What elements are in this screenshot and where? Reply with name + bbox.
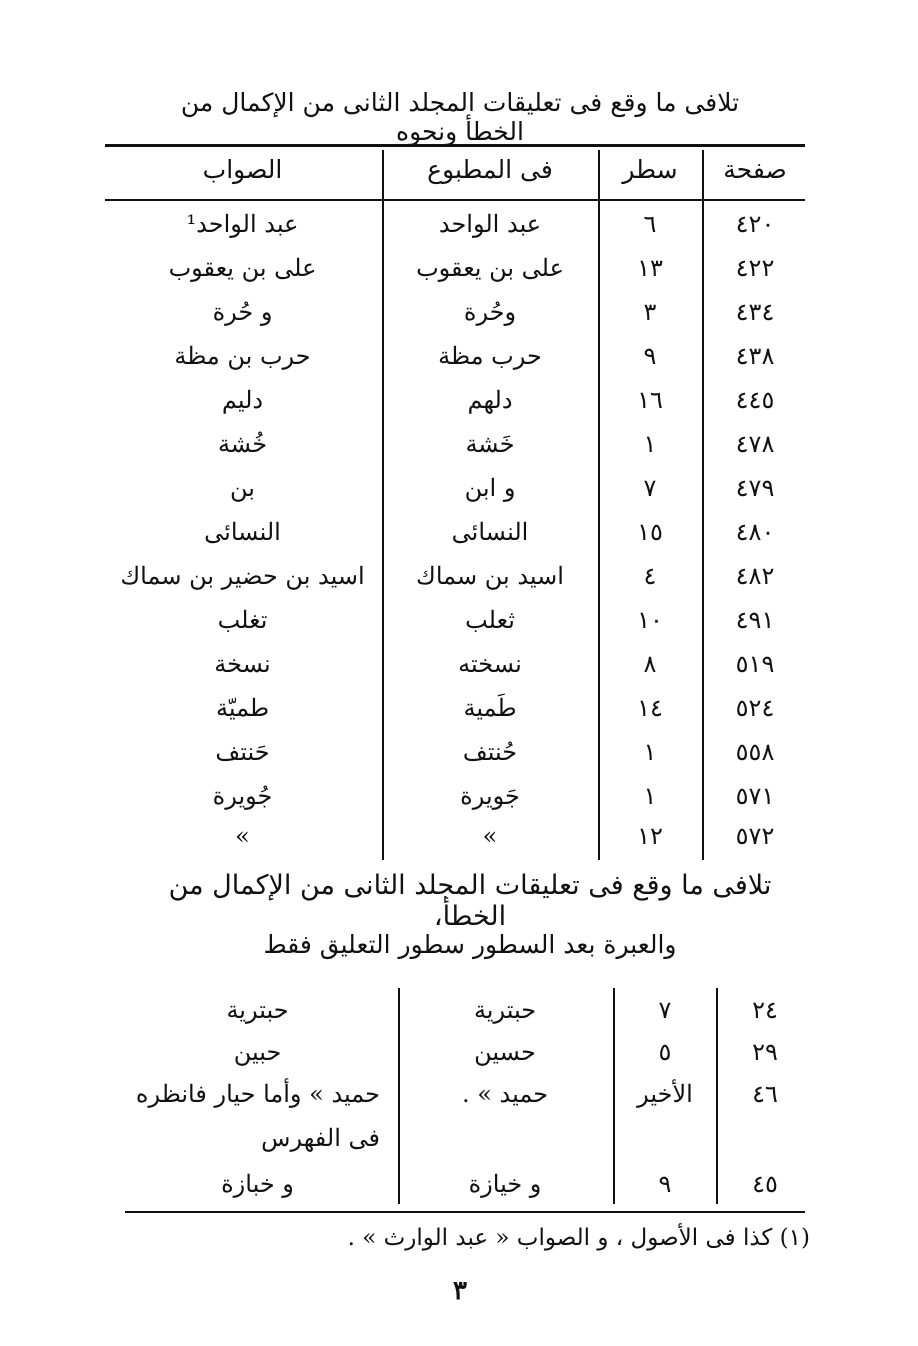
- cell-page: ٥٧٢: [735, 822, 775, 850]
- cell-page: ٥١٩: [735, 650, 775, 678]
- cell-line: ١٦: [637, 386, 663, 414]
- cell-printed: طَمية: [463, 694, 517, 722]
- cell-line: ١٥: [637, 518, 663, 546]
- cell-correct: دليم: [221, 386, 264, 414]
- header-printed: فى المطبوع: [427, 155, 553, 184]
- footnote-rule: [125, 1211, 805, 1213]
- cell-line: ١٤: [637, 694, 663, 722]
- top-rule: [105, 144, 805, 147]
- table-row: [105, 598, 805, 642]
- cell-correct: حميد » وأما حيار فانظره فى الفهرس: [135, 1080, 380, 1152]
- cell-correct: جُويرة: [212, 782, 273, 810]
- cell-correct: عبد الواحد¹: [186, 210, 299, 238]
- cell-printed: حبترية: [473, 996, 537, 1024]
- cell-line: ٣: [643, 298, 657, 326]
- cell-correct: »: [235, 822, 250, 850]
- table-row: [105, 686, 805, 730]
- table-row: [105, 774, 805, 818]
- cell-printed: و خيازة: [468, 1170, 542, 1198]
- table-row: [120, 1030, 810, 1074]
- table-row: [105, 510, 805, 554]
- cell-line: ١٣: [637, 254, 663, 282]
- table-row: [105, 466, 805, 510]
- cell-page: ٥٢٤: [735, 694, 775, 722]
- cell-page: ٤٢٢: [735, 254, 775, 282]
- cell-line: ٩: [643, 342, 657, 370]
- cell-page: ٤٣٤: [735, 298, 775, 326]
- cell-printed: عبد الواحد: [438, 210, 542, 238]
- cell-page: ٤٤٥: [735, 386, 775, 414]
- cell-printed: »: [482, 822, 498, 850]
- cell-line: ١: [643, 430, 657, 458]
- cell-page: ٤٧٩: [735, 474, 775, 502]
- table-row: [120, 1072, 810, 1160]
- cell-line: ١٠: [637, 606, 663, 634]
- cell-line: الأخير: [637, 1080, 693, 1108]
- header-correct: الصواب: [202, 155, 283, 184]
- cell-correct: حبترية: [226, 996, 289, 1024]
- cell-correct: نسخة: [214, 650, 271, 678]
- cell-page: ٤٨٠: [735, 518, 775, 546]
- cell-line: ٨: [643, 650, 657, 678]
- cell-page: ٤٩١: [735, 606, 775, 634]
- header-page: صفحة: [723, 155, 787, 184]
- cell-correct: حرب بن مظة: [174, 342, 311, 370]
- table-row: [105, 246, 805, 290]
- cell-printed: على بن يعقوب: [416, 254, 564, 282]
- table-row: [105, 642, 805, 686]
- cell-line: ١: [643, 738, 657, 766]
- cell-page: ٤٧٨: [735, 430, 775, 458]
- cell-line: ٧: [643, 474, 657, 502]
- cell-printed: دلهم: [467, 386, 513, 414]
- table-row: [105, 422, 805, 466]
- header-line: سطر: [622, 155, 678, 184]
- table-row: [105, 290, 805, 334]
- cell-page: ٤٣٨: [735, 342, 775, 370]
- page-number: ٣: [453, 1276, 467, 1306]
- cell-correct: خُشة: [217, 430, 268, 458]
- table-row: [120, 988, 810, 1032]
- table-title: تلافى ما وقع فى تعليقات المجلد الثانى من الإكمال من الخطأ ونحوه: [180, 88, 740, 146]
- cell-printed: و ابن: [464, 474, 516, 502]
- section-subtitle: والعبرة بعد السطور سطور التعليق فقط: [263, 930, 677, 959]
- table-row: [120, 1162, 810, 1206]
- cell-printed: اسيد بن سماك: [416, 562, 564, 590]
- cell-line: ١: [643, 782, 657, 810]
- cell-page: ٤٨٢: [735, 562, 775, 590]
- cell-printed: النسائى: [451, 518, 529, 546]
- table-row: [105, 378, 805, 422]
- cell-line: ٧: [658, 996, 672, 1024]
- cell-correct: على بن يعقوب: [168, 254, 317, 282]
- section-title: تلافى ما وقع فى تعليقات المجلد الثانى من الإكمال من الخطأ،: [168, 870, 772, 932]
- cell-printed: حميد » .: [461, 1080, 549, 1108]
- header-rule: [105, 199, 805, 201]
- cell-line: ٩: [658, 1170, 672, 1198]
- cell-correct: حَنتف: [215, 738, 270, 766]
- cell-correct: حبين: [233, 1038, 282, 1066]
- cell-line: ٦: [643, 210, 657, 238]
- cell-page: ٤٢٠: [735, 210, 775, 238]
- cell-page: ٢٩: [752, 1038, 778, 1066]
- cell-page: ٤٥: [752, 1170, 778, 1198]
- cell-page: ٢٤: [752, 996, 778, 1024]
- footnote: (١) كذا فى الأصول ، و الصواب « عبد الوارث » .: [347, 1225, 810, 1251]
- cell-correct: و خبازة: [221, 1170, 294, 1198]
- cell-printed: وحُرة: [463, 298, 517, 326]
- cell-line: ١٢: [637, 822, 663, 850]
- cell-correct: اسيد بن حضير بن سماك: [120, 562, 365, 590]
- cell-page: ٥٧١: [735, 782, 775, 810]
- cell-correct: و حُرة: [212, 298, 273, 326]
- table-row: [105, 814, 805, 858]
- cell-printed: نسخته: [458, 650, 522, 678]
- table-row: [105, 334, 805, 378]
- cell-correct: طميّة: [215, 694, 270, 722]
- cell-printed: حُنتف: [462, 738, 518, 766]
- cell-page: ٤٦: [752, 1080, 778, 1108]
- cell-line: ٤: [643, 562, 657, 590]
- table-row: [105, 730, 805, 774]
- cell-printed: حرب مظة: [438, 342, 542, 370]
- cell-correct: تغلب: [217, 606, 268, 634]
- cell-printed: حسين: [474, 1038, 536, 1066]
- cell-correct: النسائى: [204, 518, 281, 546]
- table-row: [105, 202, 805, 246]
- cell-printed: ثعلب: [465, 606, 515, 634]
- cell-correct: بن: [230, 474, 255, 502]
- cell-printed: خَشة: [465, 430, 515, 458]
- cell-line: ٥: [658, 1038, 672, 1066]
- cell-printed: جَويرة: [460, 782, 520, 810]
- table-row: [105, 554, 805, 598]
- cell-page: ٥٥٨: [735, 738, 775, 766]
